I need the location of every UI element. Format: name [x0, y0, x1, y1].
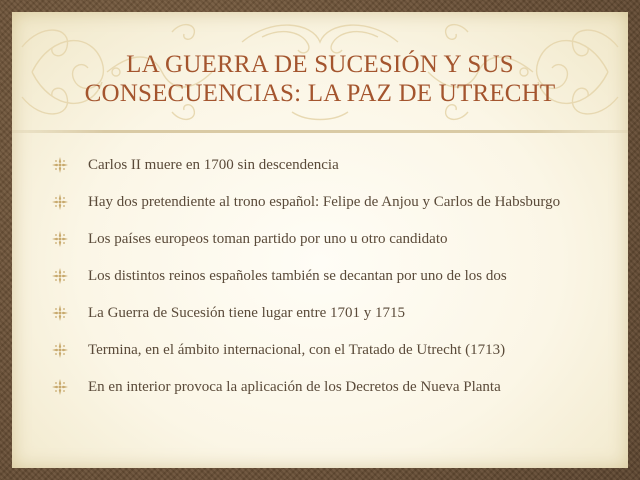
list-item — [52, 303, 612, 323]
bullet-text: En en interior provoca la aplicación de los Decretos de Nueva Planta — [88, 379, 501, 395]
list-item — [52, 266, 612, 286]
ornamental-cross-icon — [52, 194, 68, 210]
bullet-text: Termina, en el ámbito internacional, con el Tratado de Utrecht (1713) — [88, 342, 506, 358]
list-item — [52, 377, 612, 397]
slide-header — [12, 12, 628, 132]
list-item — [52, 340, 612, 360]
slide — [12, 12, 628, 468]
title-divider — [12, 130, 628, 133]
ornamental-cross-icon — [52, 231, 68, 247]
bullet-text: Los países europeos toman partido por uno u otro candidato — [88, 231, 448, 247]
list-item — [52, 155, 612, 175]
ornamental-cross-icon — [52, 157, 68, 173]
slide-title-line-1: LA GUERRA DE SUCESIÓN Y SUS — [126, 51, 514, 78]
ornamental-cross-icon — [52, 379, 68, 395]
ornamental-cross-icon — [52, 305, 68, 321]
list-item — [52, 192, 612, 212]
bullet-list — [52, 155, 612, 414]
ornamental-cross-icon — [52, 342, 68, 358]
slide-title-line-2: CONSECUENCIAS: LA PAZ DE UTRECHT — [84, 80, 556, 107]
ornamental-cross-icon — [52, 268, 68, 284]
bullet-text: La Guerra de Sucesión tiene lugar entre 1701 y 1715 — [88, 305, 405, 321]
bullet-text: Los distintos reinos españoles también se decantan por uno de los dos — [88, 268, 507, 284]
slide-title — [12, 50, 628, 108]
bullet-text: Carlos II muere en 1700 sin descendencia — [88, 157, 339, 173]
bullet-text: Hay dos pretendiente al trono español: Felipe de Anjou y Carlos de Habsburgo — [88, 194, 561, 210]
list-item — [52, 229, 612, 249]
